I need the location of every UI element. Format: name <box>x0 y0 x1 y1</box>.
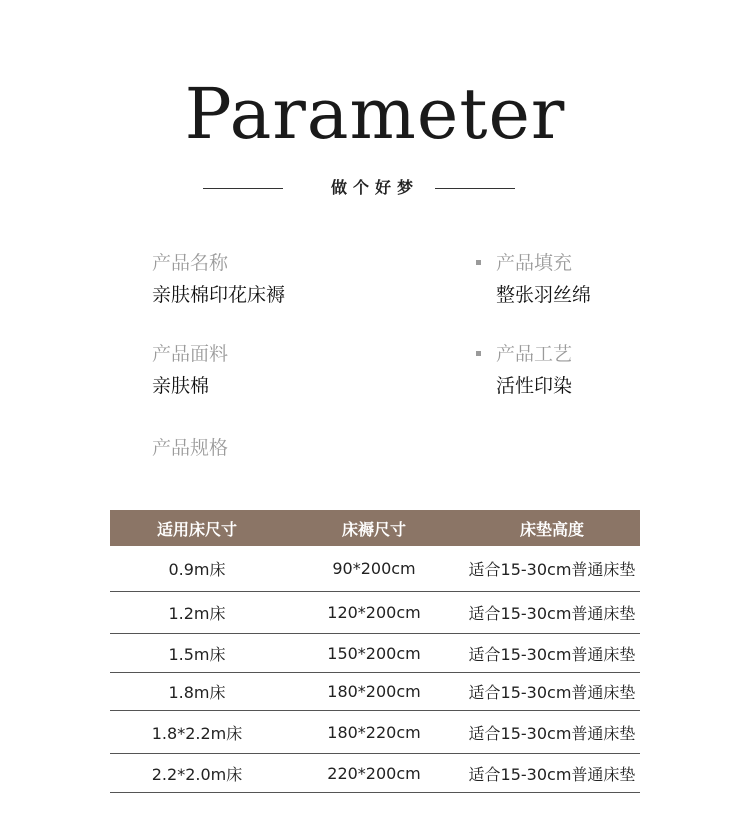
cell-pad-size: 120*200cm <box>327 603 421 622</box>
page-title: Parameter <box>184 73 566 155</box>
size-table <box>110 510 640 793</box>
param-label: 产品名称 <box>152 252 229 274</box>
param-label: 产品规格 <box>152 437 229 459</box>
cell-height: 适合15-30cm普通床垫 <box>468 723 636 743</box>
param-value: 亲肤棉印花床褥 <box>152 284 286 306</box>
cell-pad-size: 220*200cm <box>327 763 421 783</box>
param-product-name <box>152 250 285 308</box>
header-bed-size: 适用床尺寸 <box>156 519 237 539</box>
cell-bed-size: 1.5m床 <box>168 644 226 664</box>
param-label: 产品填充 <box>496 252 573 274</box>
bullet-icon <box>476 351 481 356</box>
cell-bed-size: 1.8*2.2m床 <box>151 723 243 743</box>
cell-height: 适合15-30cm普通床垫 <box>468 683 636 702</box>
cell-pad-size: 180*200cm <box>327 682 421 701</box>
param-value: 活性印染 <box>496 375 573 397</box>
table-row <box>110 711 640 754</box>
table-row <box>110 754 640 793</box>
header-mattress-pad-size: 床褥尺寸 <box>341 519 406 539</box>
param-value: 整张羽丝绵 <box>496 284 592 306</box>
param-product-filling <box>496 250 591 308</box>
table-row <box>110 673 640 711</box>
subtitle-rule-right <box>435 188 515 189</box>
cell-bed-size: 1.2m床 <box>168 604 226 623</box>
param-product-fabric <box>152 341 228 399</box>
header-mattress-height: 床垫高度 <box>519 519 584 539</box>
table-row <box>110 546 640 592</box>
page-subtitle: 做个好梦 <box>330 178 419 197</box>
bullet-icon <box>476 260 481 265</box>
param-product-spec <box>152 435 228 461</box>
table-row <box>110 634 640 673</box>
table-row <box>110 592 640 634</box>
param-label: 产品工艺 <box>496 343 573 365</box>
cell-pad-size: 150*200cm <box>327 643 421 663</box>
cell-height: 适合15-30cm普通床垫 <box>468 604 636 623</box>
cell-height: 适合15-30cm普通床垫 <box>468 560 636 579</box>
cell-bed-size: 0.9m床 <box>168 560 226 579</box>
cell-bed-size: 1.8m床 <box>168 683 226 702</box>
param-label: 产品面料 <box>152 343 229 365</box>
param-value: 亲肤棉 <box>152 375 210 397</box>
table-header <box>110 510 640 546</box>
cell-pad-size: 90*200cm <box>332 559 416 578</box>
cell-height: 适合15-30cm普通床垫 <box>468 644 636 664</box>
param-product-craft <box>496 341 572 399</box>
cell-pad-size: 180*220cm <box>327 722 421 742</box>
cell-bed-size: 2.2*2.0m床 <box>151 764 243 784</box>
cell-height: 适合15-30cm普通床垫 <box>468 764 636 784</box>
